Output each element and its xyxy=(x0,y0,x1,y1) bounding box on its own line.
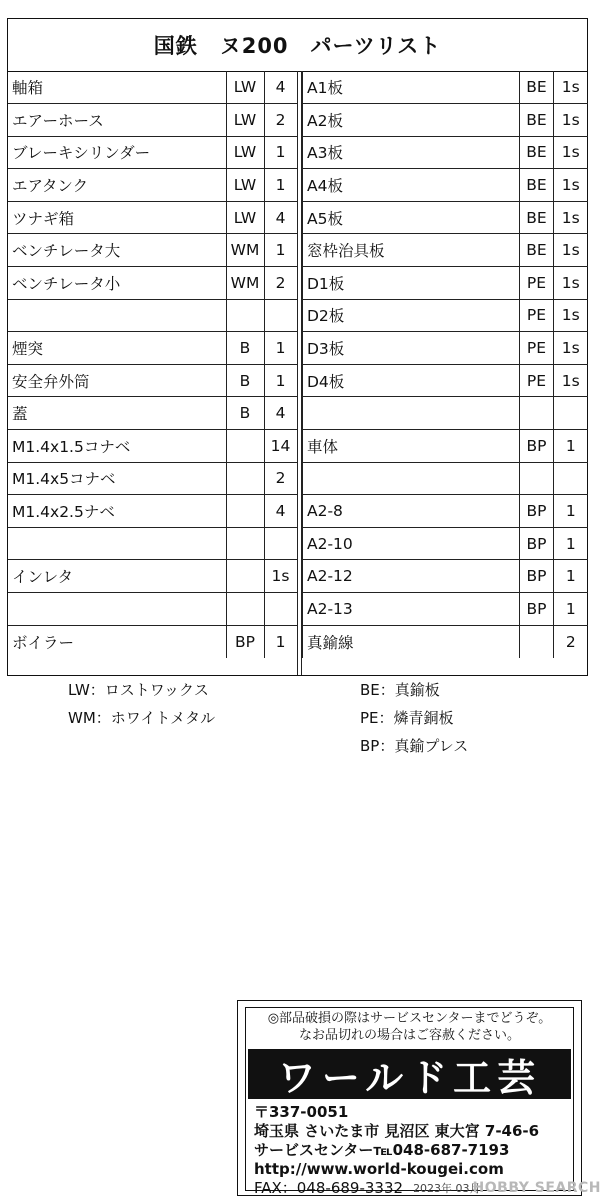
parts-row xyxy=(8,625,297,658)
parts-row xyxy=(303,299,588,332)
part-material: PE xyxy=(520,299,554,332)
part-name: 窓枠治具板 xyxy=(303,234,520,267)
part-name: D4板 xyxy=(303,364,520,397)
part-material: LW xyxy=(226,201,264,234)
part-qty: 1 xyxy=(554,495,588,528)
part-qty: 1s xyxy=(554,104,588,137)
part-name: ツナギ箱 xyxy=(8,201,226,234)
parts-row xyxy=(303,625,588,658)
parts-row xyxy=(303,71,588,104)
part-name: M1.4x1.5コナベ xyxy=(8,430,226,463)
part-qty: 1 xyxy=(264,234,297,267)
parts-row xyxy=(303,136,588,169)
parts-row xyxy=(8,593,297,626)
part-material xyxy=(520,625,554,658)
parts-row xyxy=(8,71,297,104)
part-material: BP xyxy=(520,560,554,593)
part-material: BE xyxy=(520,136,554,169)
parts-row xyxy=(303,104,588,137)
parts-row xyxy=(303,332,588,365)
part-name: A2-13 xyxy=(303,593,520,626)
part-name: ベンチレータ大 xyxy=(8,234,226,267)
part-name: A2-10 xyxy=(303,527,520,560)
service-notice xyxy=(246,1008,573,1044)
part-qty: 1 xyxy=(554,560,588,593)
part-material: BE xyxy=(520,234,554,267)
part-name: 煙突 xyxy=(8,332,226,365)
part-material xyxy=(226,462,264,495)
part-name: A5板 xyxy=(303,201,520,234)
part-qty: 1s xyxy=(264,560,297,593)
part-name xyxy=(8,593,226,626)
legend-item: BP：真鍮プレス xyxy=(360,737,469,755)
parts-row xyxy=(303,364,588,397)
parts-row xyxy=(8,136,297,169)
part-qty: 4 xyxy=(264,201,297,234)
part-name: D2板 xyxy=(303,299,520,332)
part-name: 真鍮線 xyxy=(303,625,520,658)
notice-line: なお品切れの場合はご容赦ください。 xyxy=(298,1028,520,1043)
part-qty: 1s xyxy=(554,169,588,202)
part-name: D1板 xyxy=(303,267,520,300)
part-material xyxy=(520,397,554,430)
parts-row xyxy=(8,169,297,202)
part-qty xyxy=(264,299,297,332)
part-qty: 1 xyxy=(554,527,588,560)
parts-tables xyxy=(8,71,587,675)
part-qty: 1s xyxy=(554,234,588,267)
parts-row xyxy=(303,397,588,430)
part-name: A1板 xyxy=(303,71,520,104)
part-material xyxy=(226,527,264,560)
legend-item: BE：真鍮板 xyxy=(360,681,440,699)
parts-row xyxy=(8,234,297,267)
parts-row xyxy=(303,560,588,593)
parts-row xyxy=(303,169,588,202)
part-name xyxy=(303,462,520,495)
part-qty: 1 xyxy=(264,625,297,658)
part-material: BP xyxy=(226,625,264,658)
parts-row xyxy=(8,332,297,365)
part-name: M1.4x2.5ナベ xyxy=(8,495,226,528)
parts-table-right xyxy=(302,71,588,658)
part-name: M1.4x5コナベ xyxy=(8,462,226,495)
parts-list-title xyxy=(8,19,587,72)
part-material: BE xyxy=(520,201,554,234)
title-subtitle: パーツリスト xyxy=(310,34,442,58)
part-name: インレタ xyxy=(8,560,226,593)
company-label-inner xyxy=(245,1007,574,1197)
parts-row xyxy=(8,430,297,463)
brand-logo: ワールド工芸 xyxy=(248,1049,571,1099)
parts-row xyxy=(8,267,297,300)
part-qty: 1 xyxy=(264,332,297,365)
part-material: PE xyxy=(520,332,554,365)
parts-row xyxy=(8,299,297,332)
parts-row xyxy=(303,495,588,528)
part-qty: 1s xyxy=(554,299,588,332)
part-qty: 1s xyxy=(554,71,588,104)
parts-row xyxy=(303,201,588,234)
part-qty: 1s xyxy=(554,267,588,300)
parts-row xyxy=(303,267,588,300)
part-name: A2-8 xyxy=(303,495,520,528)
fax-number: FAX：048-689-3332 xyxy=(254,1179,404,1197)
part-qty: 4 xyxy=(264,495,297,528)
part-name: エアタンク xyxy=(8,169,226,202)
street-address: 埼玉県 さいたま市 見沼区 東大宮 7-46-6 xyxy=(254,1122,540,1140)
part-qty: 1 xyxy=(264,136,297,169)
part-name: D3板 xyxy=(303,332,520,365)
part-material: PE xyxy=(520,267,554,300)
parts-row xyxy=(8,560,297,593)
part-qty: 1 xyxy=(554,593,588,626)
part-name: ブレーキシリンダー xyxy=(8,136,226,169)
part-qty: 14 xyxy=(264,430,297,463)
part-material xyxy=(226,495,264,528)
parts-row xyxy=(8,462,297,495)
part-name xyxy=(303,397,520,430)
company-label xyxy=(237,1000,582,1196)
part-qty xyxy=(264,527,297,560)
legend-item: WM：ホワイトメタル xyxy=(68,709,216,727)
part-name: 安全弁外筒 xyxy=(8,364,226,397)
part-name: ベンチレータ小 xyxy=(8,267,226,300)
part-name xyxy=(8,527,226,560)
part-qty: 2 xyxy=(264,104,297,137)
parts-row xyxy=(8,364,297,397)
part-name xyxy=(8,299,226,332)
parts-row xyxy=(8,104,297,137)
part-name: エアーホース xyxy=(8,104,226,137)
part-qty: 1s xyxy=(554,364,588,397)
part-material: LW xyxy=(226,71,264,104)
part-material: BP xyxy=(520,430,554,463)
material-legend-right xyxy=(360,676,468,760)
parts-row xyxy=(8,397,297,430)
parts-row xyxy=(303,234,588,267)
part-qty: 2 xyxy=(264,267,297,300)
parts-list-sheet xyxy=(7,18,588,676)
part-material: B xyxy=(226,332,264,365)
part-qty xyxy=(554,462,588,495)
part-material: BP xyxy=(520,527,554,560)
parts-row xyxy=(303,527,588,560)
part-material: BP xyxy=(520,593,554,626)
parts-table-left xyxy=(8,71,298,658)
part-material: BE xyxy=(520,169,554,202)
part-material xyxy=(226,593,264,626)
part-material xyxy=(226,560,264,593)
part-material xyxy=(226,299,264,332)
part-material xyxy=(226,430,264,463)
part-qty: 1s xyxy=(554,201,588,234)
part-name: 軸箱 xyxy=(8,71,226,104)
part-name: 車体 xyxy=(303,430,520,463)
part-material xyxy=(520,462,554,495)
service-phone: サービスセンター℡048-687-7193 xyxy=(254,1141,510,1159)
legend-item: LW：ロストワックス xyxy=(68,681,209,699)
part-name: A4板 xyxy=(303,169,520,202)
part-material: B xyxy=(226,397,264,430)
part-name: 蓋 xyxy=(8,397,226,430)
part-material: LW xyxy=(226,169,264,202)
part-name: ボイラー xyxy=(8,625,226,658)
parts-row xyxy=(303,462,588,495)
part-material: PE xyxy=(520,364,554,397)
parts-row xyxy=(8,495,297,528)
part-qty: 2 xyxy=(554,625,588,658)
part-qty: 1s xyxy=(554,332,588,365)
part-name: A2-12 xyxy=(303,560,520,593)
parts-row xyxy=(8,527,297,560)
part-material: LW xyxy=(226,104,264,137)
part-material: LW xyxy=(226,136,264,169)
part-qty: 4 xyxy=(264,71,297,104)
part-material: WM xyxy=(226,234,264,267)
print-date: 2023年 03月 xyxy=(413,1182,481,1195)
part-material: BE xyxy=(520,104,554,137)
parts-row xyxy=(303,430,588,463)
part-qty: 1 xyxy=(554,430,588,463)
material-legend-left xyxy=(68,676,215,732)
postal-code: 〒337-0051 xyxy=(254,1103,349,1121)
part-qty: 1 xyxy=(264,169,297,202)
part-qty xyxy=(264,593,297,626)
part-material: WM xyxy=(226,267,264,300)
part-material: BP xyxy=(520,495,554,528)
parts-row xyxy=(8,201,297,234)
part-qty: 2 xyxy=(264,462,297,495)
watermark: HOBBY SEARCH xyxy=(472,1180,601,1196)
website-url: http://www.world-kougei.com xyxy=(254,1160,504,1178)
title-model: ヌ200 xyxy=(219,34,289,58)
legend-item: PE：燐青銅板 xyxy=(360,709,454,727)
part-name: A2板 xyxy=(303,104,520,137)
part-qty: 1 xyxy=(264,364,297,397)
parts-row xyxy=(303,593,588,626)
notice-line: ◎部品破損の際はサービスセンターまでどうぞ。 xyxy=(267,1011,552,1026)
part-material: BE xyxy=(520,71,554,104)
part-name: A3板 xyxy=(303,136,520,169)
part-qty xyxy=(554,397,588,430)
title-prefix: 国鉄 xyxy=(153,34,198,58)
part-qty: 4 xyxy=(264,397,297,430)
part-material: B xyxy=(226,364,264,397)
part-qty: 1s xyxy=(554,136,588,169)
